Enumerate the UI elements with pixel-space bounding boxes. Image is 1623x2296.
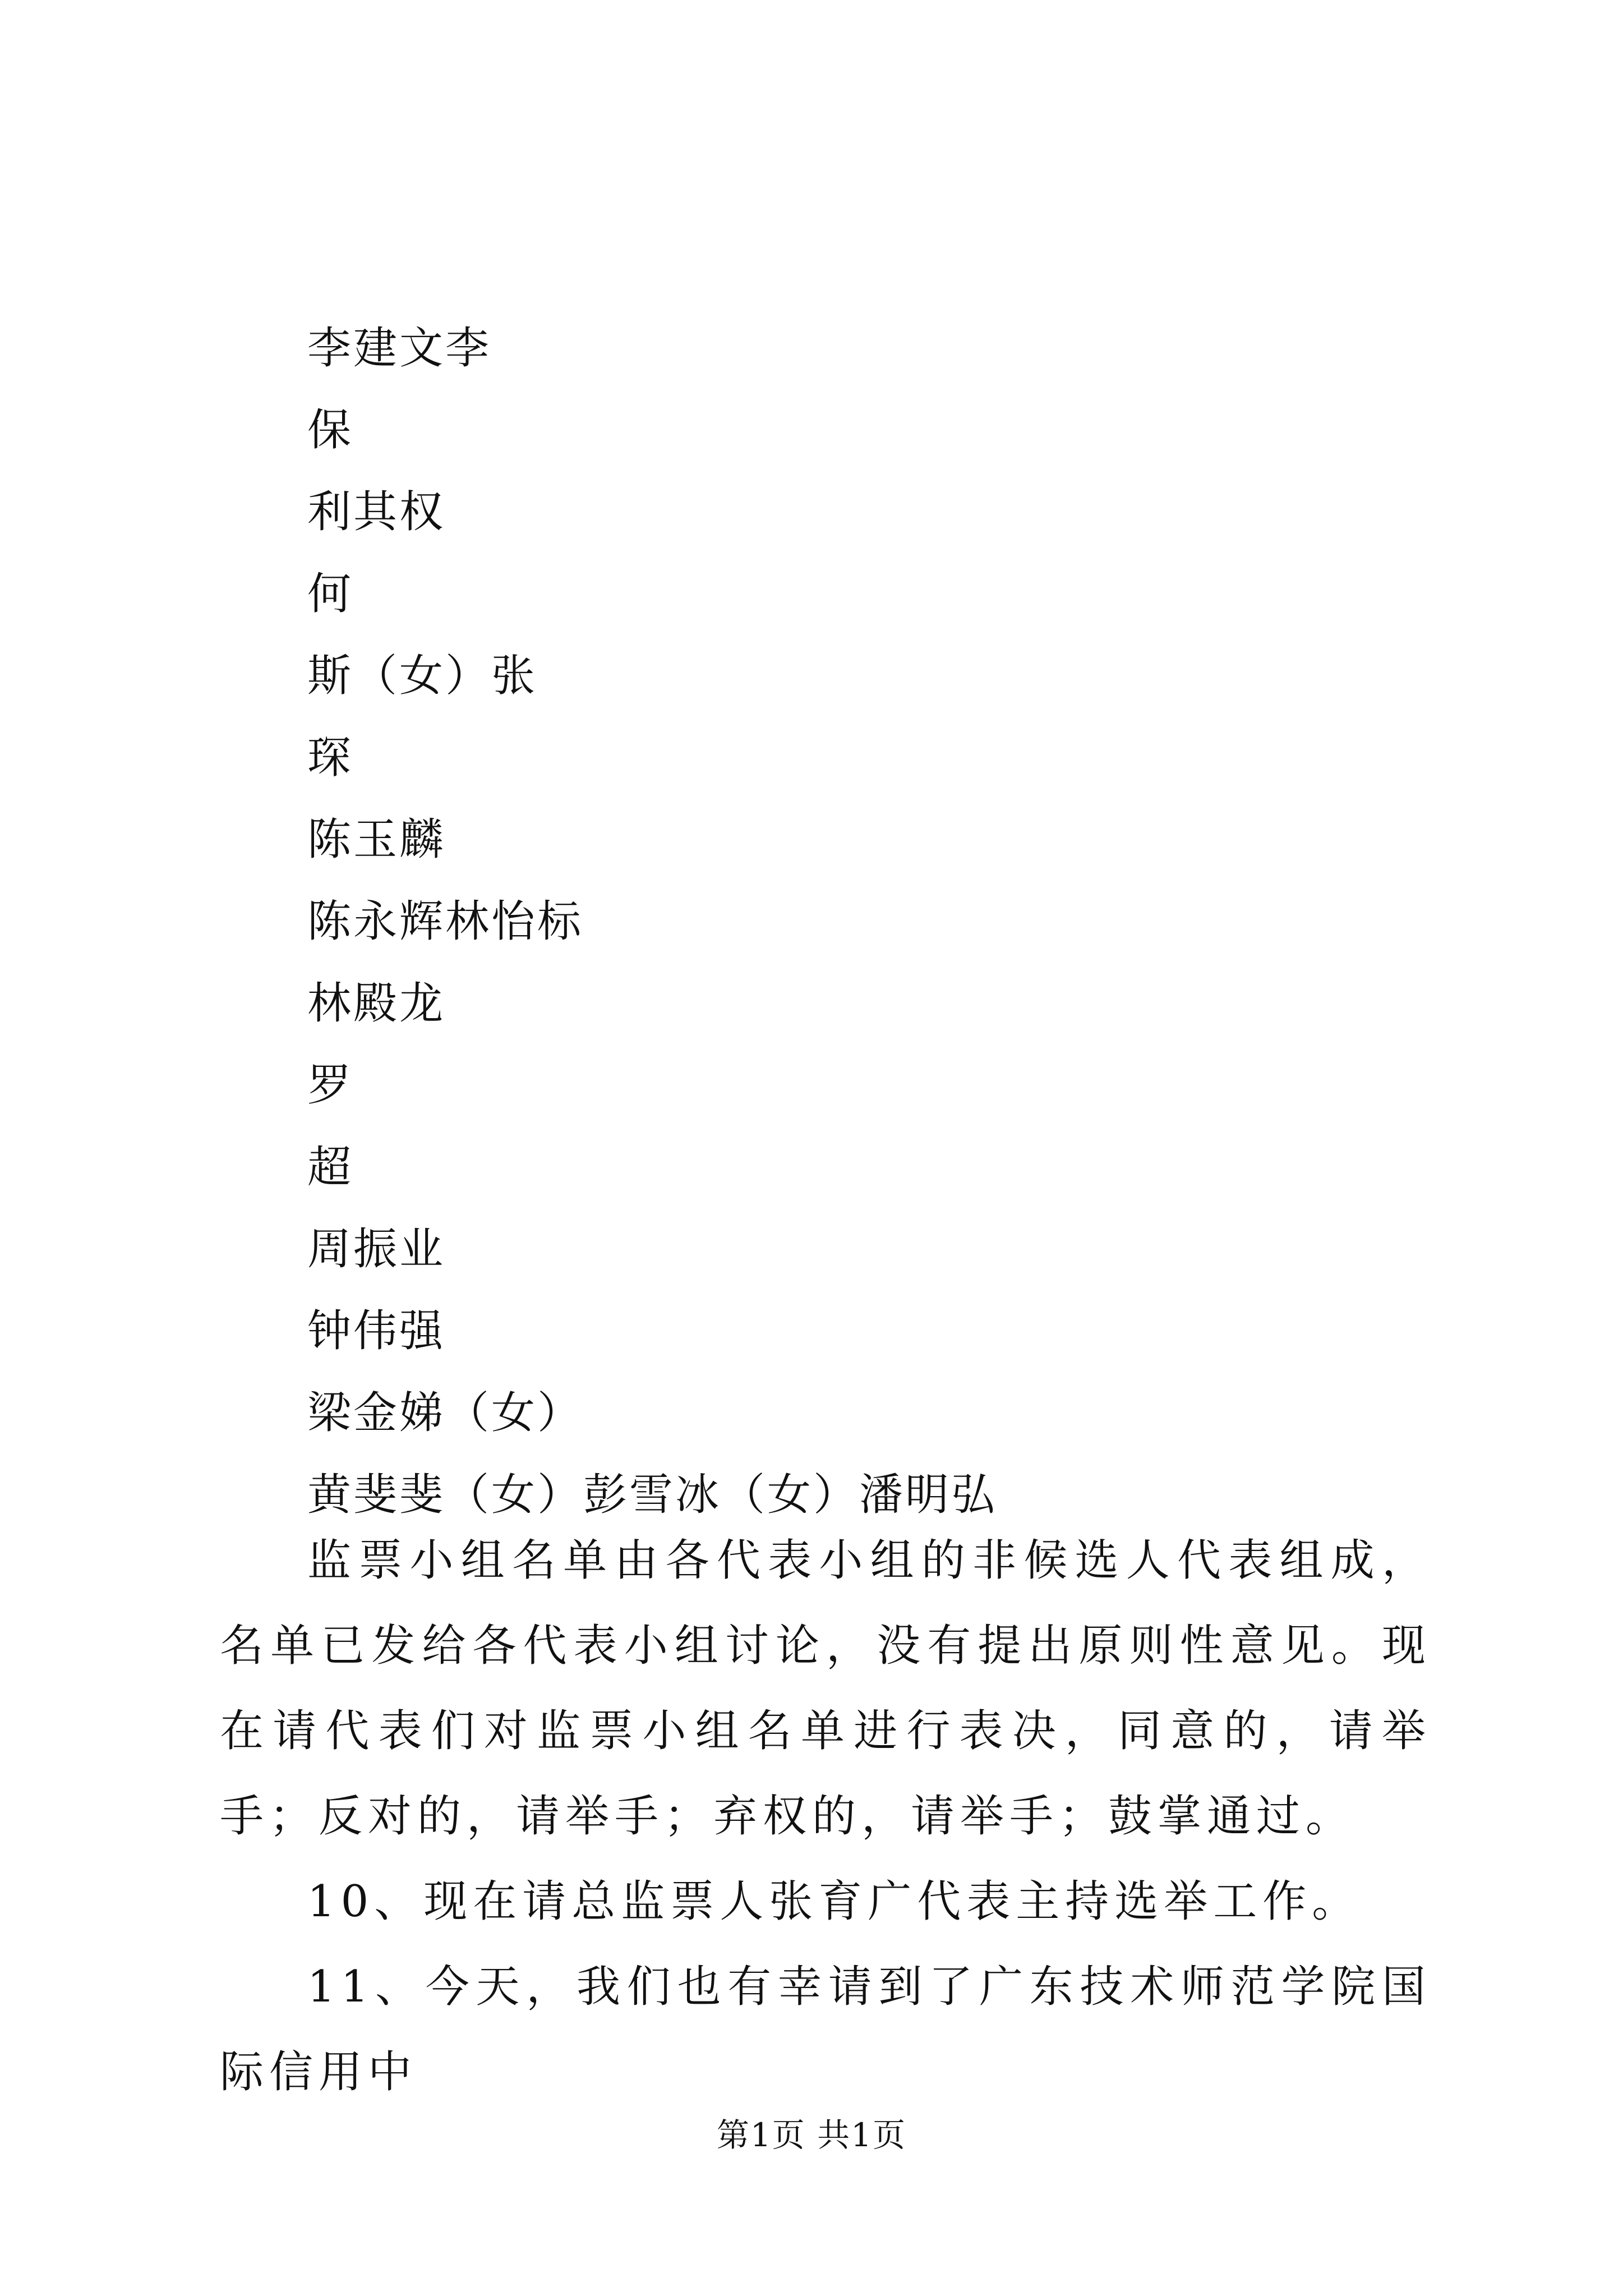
paragraph-item-10: 10、现在请总监票人张育广代表主持选举工作。 [307,1876,1362,1927]
body-text [220,1518,1431,2115]
paragraph-vote-procedure: 监票小组名单由各代表小组的非候选人代表组成，名单已发给各代表小组讨论，没有提出原则性意见。现在请代表们对监票小组名单进行表决，同意的，请举手；反对的，请举手；弃权的，请举手；鼓掌通过。 [220,1535,1431,1842]
name-line: 周振业 [307,1224,446,1274]
name-line: 何 [307,569,354,619]
name-line: 黄斐斐（女）彭雪冰（女）潘明弘 [307,1470,998,1520]
name-line: 陈玉麟 [307,815,446,865]
page-footer: 第1页 共1页 [716,2116,907,2154]
name-line: 罗 [307,1060,354,1111]
name-line: 林殿龙 [307,978,446,1029]
name-line: 梁金娣（女） [307,1388,584,1438]
paragraph-item-11: 11、今天，我们也有幸请到了广东技术师范学院国际信用中 [220,1962,1431,2097]
name-line: 陈永辉林怡标 [307,896,584,947]
name-line: 斯（女）张 [307,651,538,701]
name-line: 钟伟强 [307,1306,446,1356]
name-line: 超 [307,1142,354,1193]
name-list [307,307,1429,1536]
name-line: 琛 [307,733,354,783]
name-line: 利其权 [307,487,446,537]
name-line: 保 [307,405,354,455]
name-line: 李建文李 [307,323,492,374]
